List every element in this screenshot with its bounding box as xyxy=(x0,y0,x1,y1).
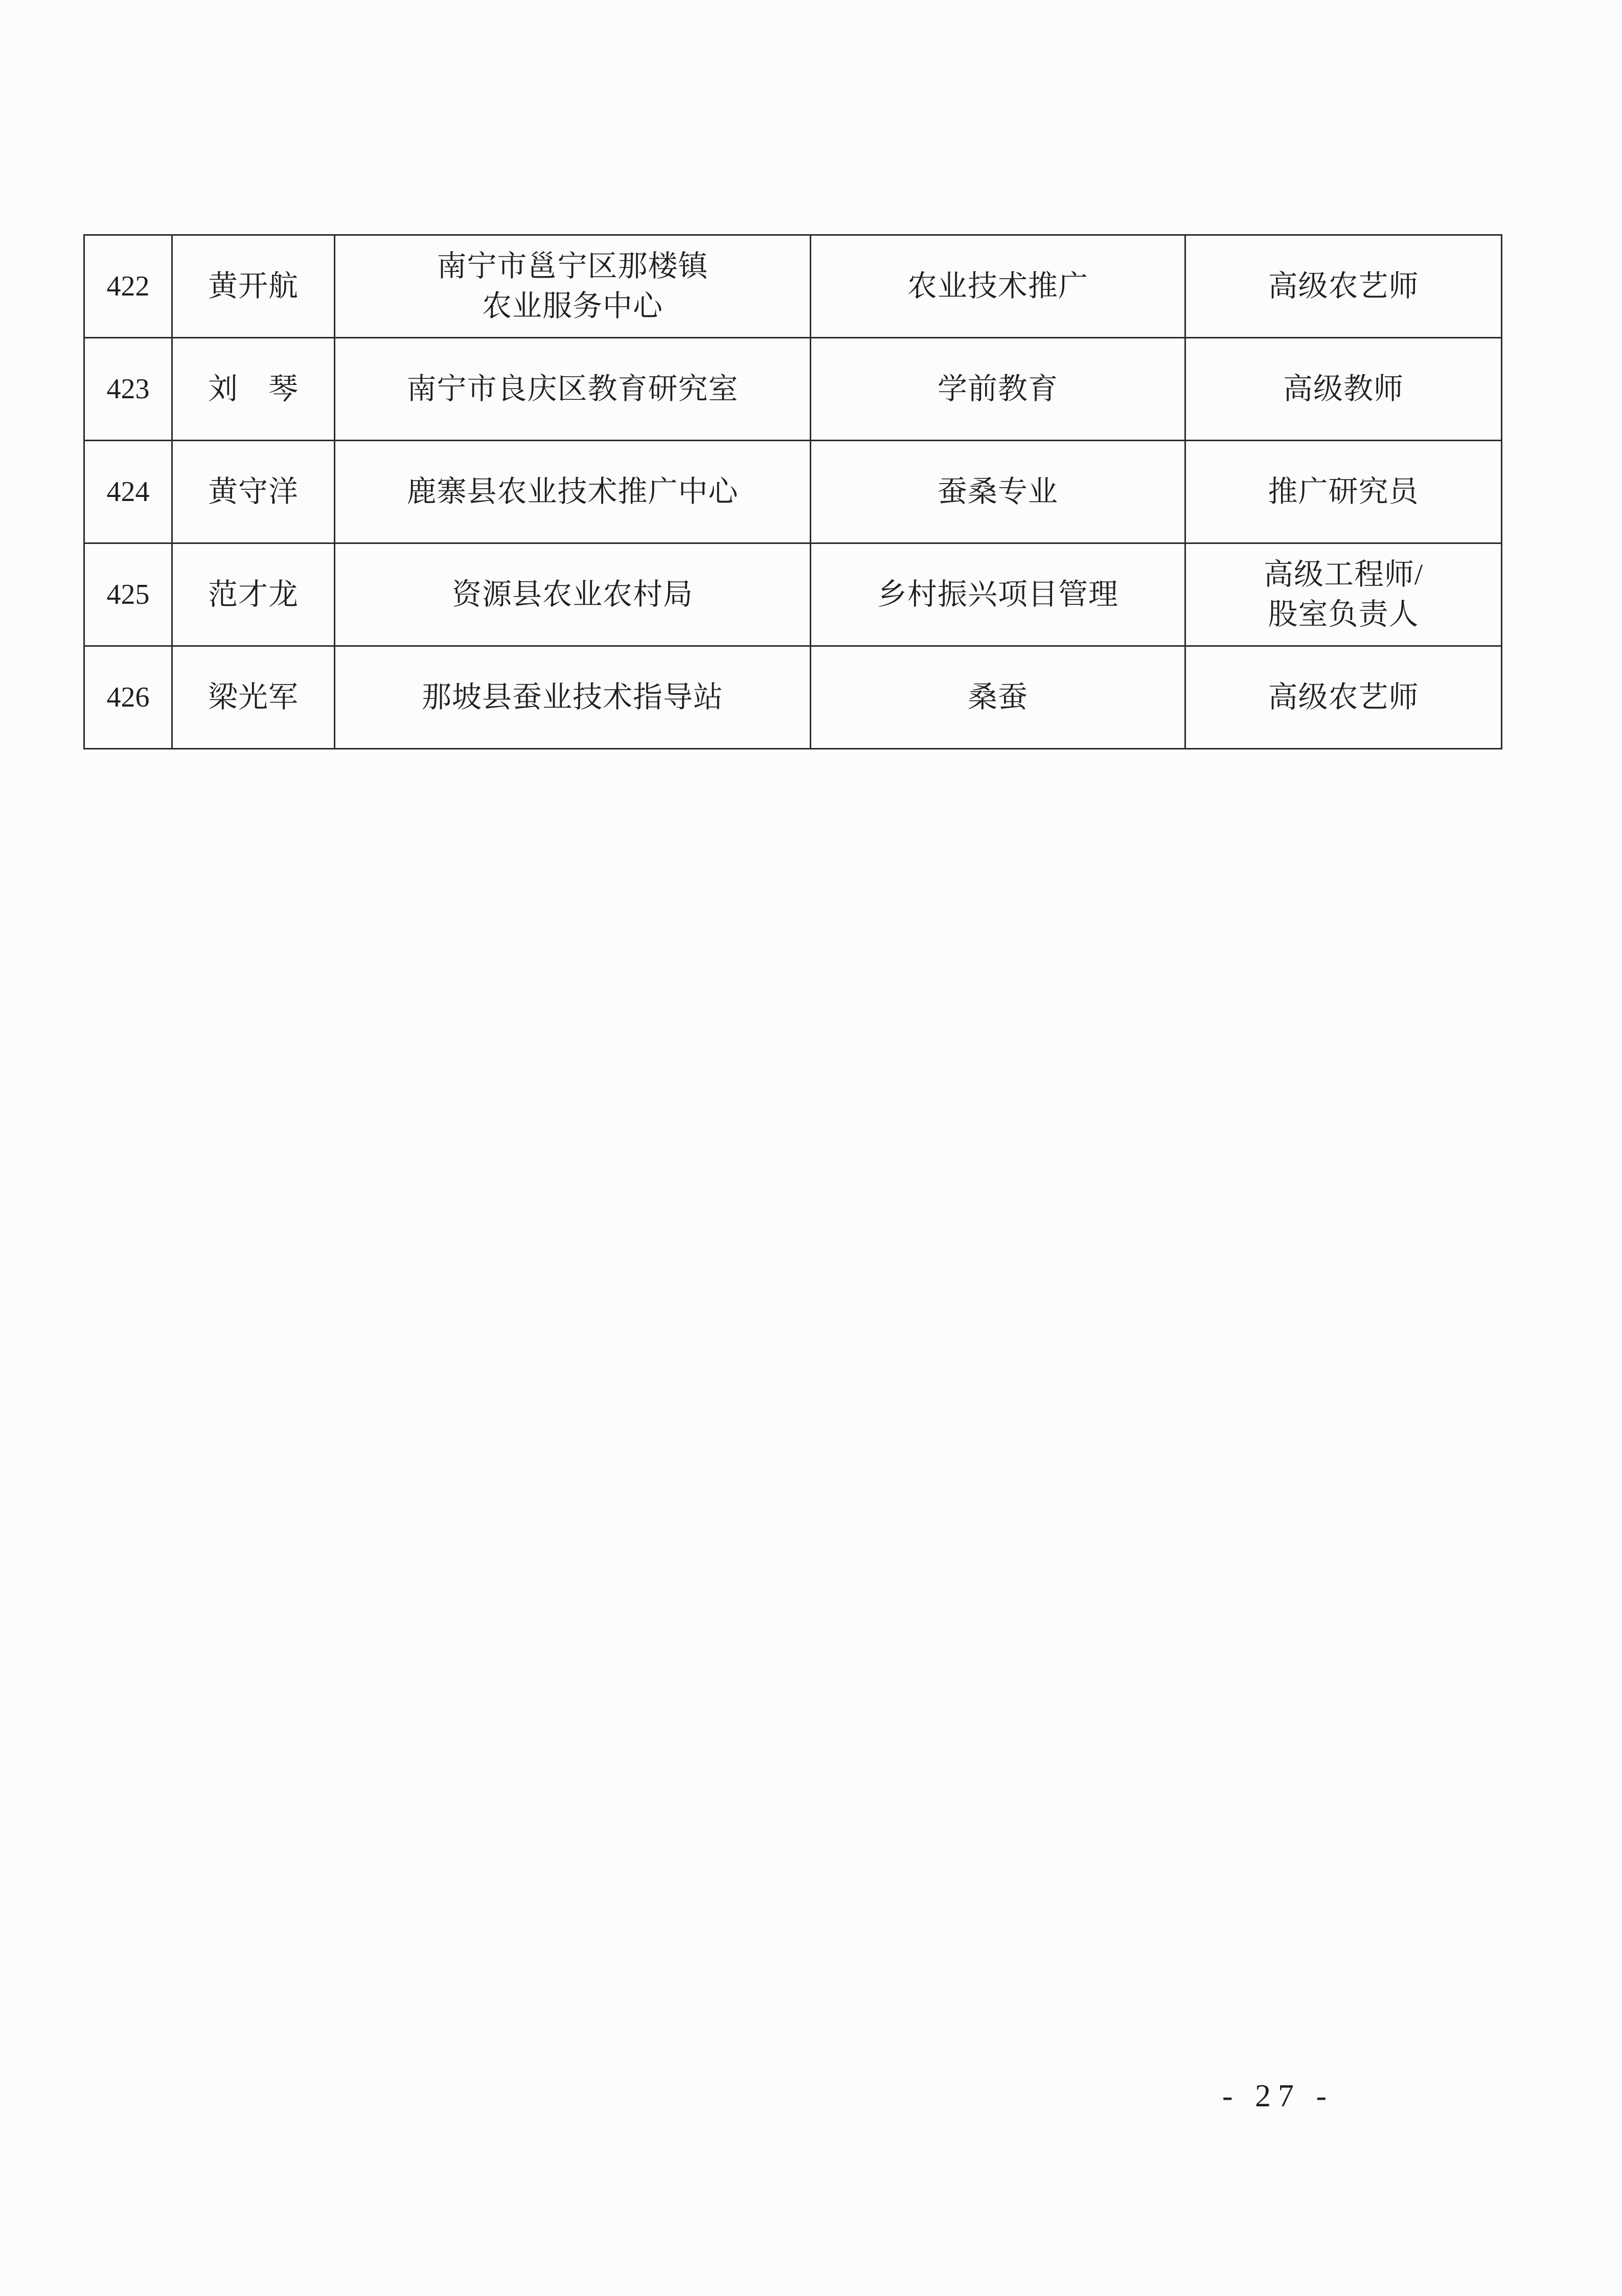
cell-title-line: 推广研究员 xyxy=(1268,475,1419,508)
cell-field: 学前教育 xyxy=(811,338,1185,441)
table-row xyxy=(84,646,1502,749)
cell-unit-line: 农业服务中心 xyxy=(482,289,663,323)
table-row xyxy=(84,441,1502,543)
cell-name: 黄开航 xyxy=(172,235,335,338)
cell-title-line: 高级教师 xyxy=(1283,372,1404,405)
cell-unit xyxy=(335,646,811,749)
cell-title-line: 高级农艺师 xyxy=(1268,680,1419,714)
cell-title-line: 高级农艺师 xyxy=(1268,269,1419,303)
cell-unit-line: 资源县农业农村局 xyxy=(451,578,693,611)
cell-title xyxy=(1185,646,1502,749)
cell-number: 423 xyxy=(84,338,172,441)
cell-field: 桑蚕 xyxy=(811,646,1185,749)
cell-number: 426 xyxy=(84,646,172,749)
cell-unit-line: 那坡县蚕业技术指导站 xyxy=(421,680,723,714)
cell-field: 乡村振兴项目管理 xyxy=(811,543,1185,646)
cell-title xyxy=(1185,235,1502,338)
cell-field: 农业技术推广 xyxy=(811,235,1185,338)
table-row xyxy=(84,543,1502,646)
cell-number: 424 xyxy=(84,441,172,543)
personnel-table xyxy=(83,234,1502,749)
cell-name: 范才龙 xyxy=(172,543,335,646)
cell-title xyxy=(1185,441,1502,543)
cell-title-line: 高级工程师/ xyxy=(1263,558,1424,591)
cell-title xyxy=(1185,338,1502,441)
cell-name: 刘 琴 xyxy=(172,338,335,441)
cell-title-line: 股室负责人 xyxy=(1268,598,1419,631)
table-row xyxy=(84,235,1502,338)
cell-unit xyxy=(335,543,811,646)
cell-unit-line: 南宁市良庆区教育研究室 xyxy=(406,372,739,405)
cell-field: 蚕桑专业 xyxy=(811,441,1185,543)
table-row xyxy=(84,338,1502,441)
page-number: - 27 - xyxy=(1222,2079,1334,2113)
cell-number: 425 xyxy=(84,543,172,646)
cell-unit xyxy=(335,235,811,338)
cell-unit-line: 鹿寨县农业技术推广中心 xyxy=(406,475,739,508)
cell-name: 梁光军 xyxy=(172,646,335,749)
cell-name: 黄守洋 xyxy=(172,441,335,543)
cell-unit xyxy=(335,441,811,543)
cell-unit-line: 南宁市邕宁区那楼镇 xyxy=(437,249,709,283)
cell-number: 422 xyxy=(84,235,172,338)
cell-title xyxy=(1185,543,1502,646)
cell-unit xyxy=(335,338,811,441)
